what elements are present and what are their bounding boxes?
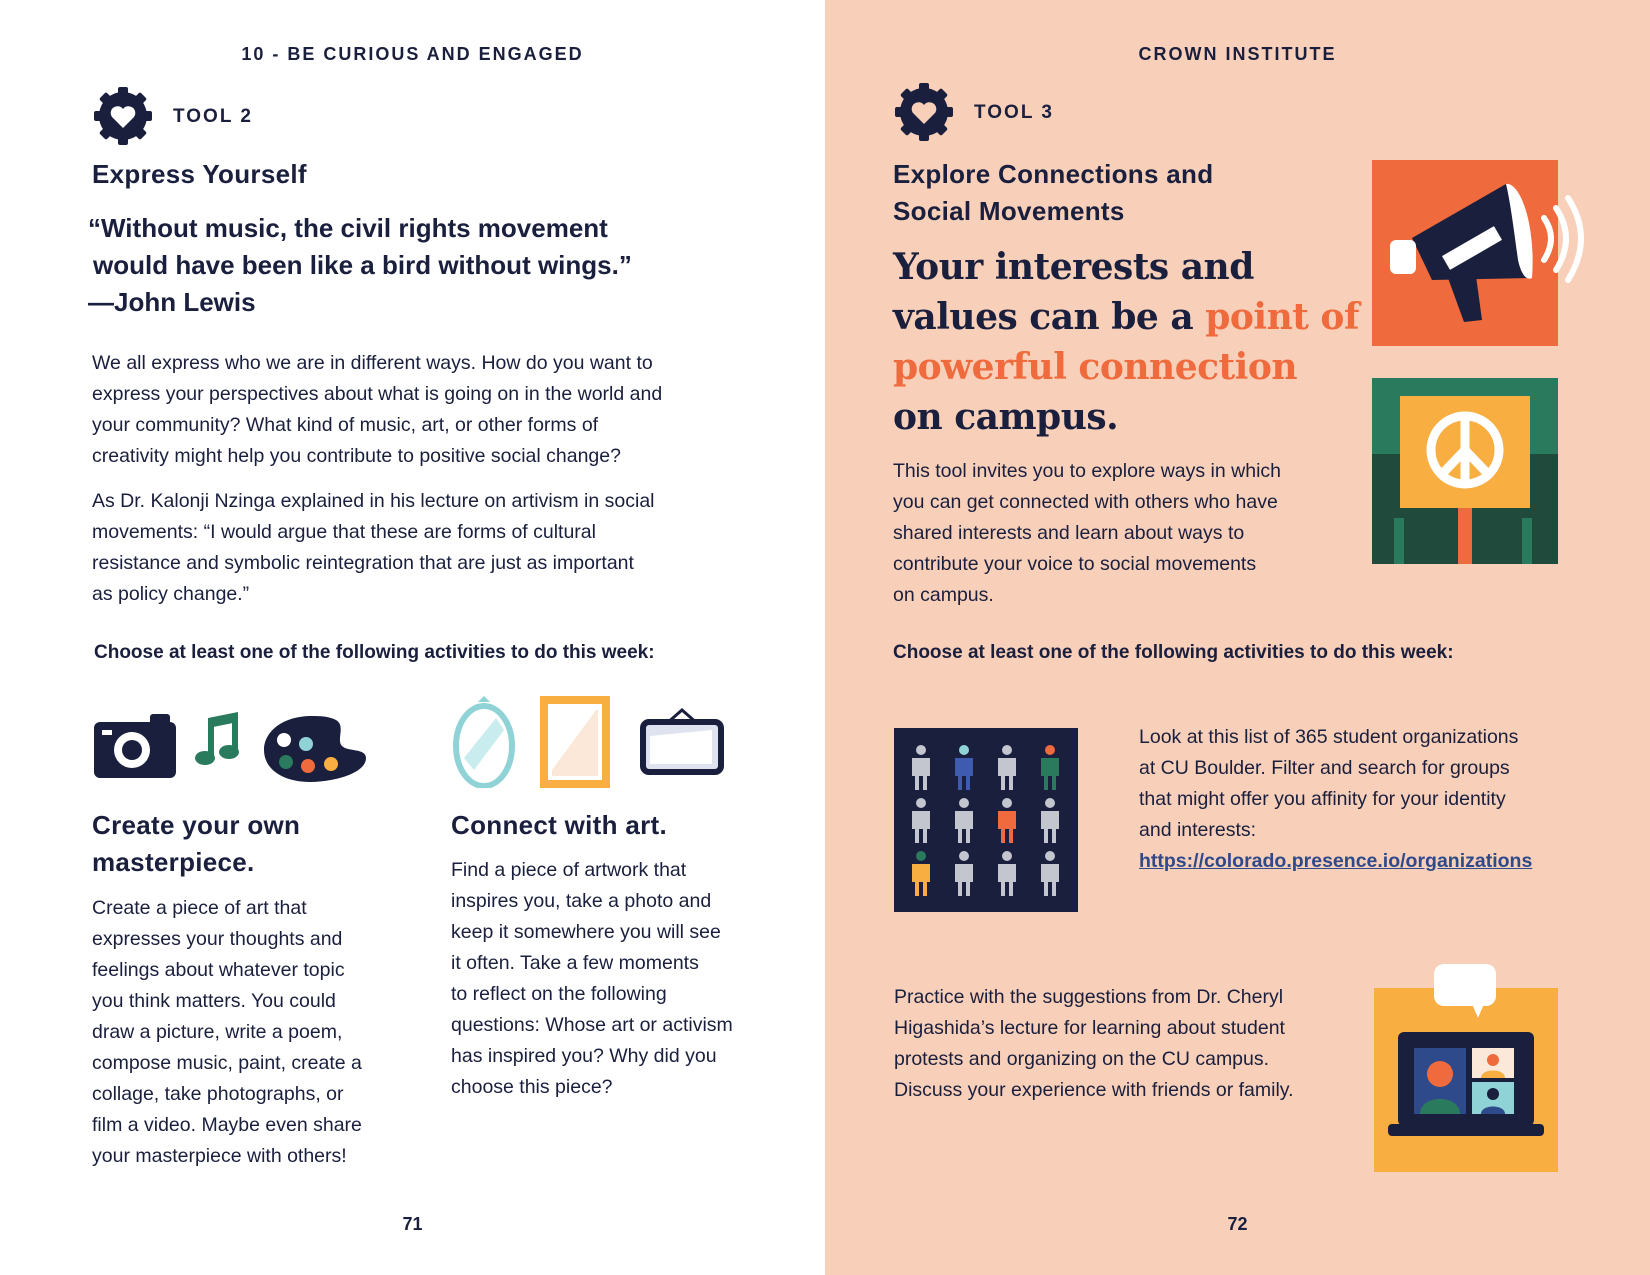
text-line: keep it somewhere you will see — [451, 921, 721, 943]
text-line: Look at this list of 365 student organizations — [1139, 726, 1519, 748]
text-line: compose music, paint, create a — [92, 1052, 362, 1074]
headline — [893, 242, 1359, 442]
text-line: choose this piece? — [451, 1076, 613, 1098]
activity-body — [894, 982, 1294, 1106]
page-number: 72 — [1227, 1214, 1248, 1234]
text-line: collage, take photographs, or — [92, 1083, 344, 1105]
activity-body — [451, 855, 733, 1103]
text-line: shared interests and learn about ways to — [893, 522, 1245, 544]
text-line: feelings about whatever topic — [92, 959, 345, 981]
quote-line: would have been like a bird without wings.” — [93, 250, 632, 280]
intro-paragraph — [893, 456, 1281, 611]
text-line: inspires you, take a photo and — [451, 890, 712, 912]
hanging-frame-icon — [640, 706, 724, 776]
quote-block — [88, 210, 632, 321]
text-line: has inspired you? Why did you — [451, 1045, 717, 1067]
text-line: As Dr. Kalonji Nzinga explained in his lecture on artivism in social — [92, 490, 655, 512]
person-head — [916, 798, 926, 808]
peace-sign-icon — [1372, 378, 1558, 564]
person-head — [1002, 798, 1012, 808]
video-call-laptop-icon — [1374, 964, 1558, 1172]
text-line: movements: “I would argue that these are forms of cultural — [92, 521, 596, 543]
text-line: Discuss your experience with friends or family. — [894, 1079, 1294, 1101]
headline-line: Your interests and — [893, 246, 1254, 288]
text-line: you think matters. You could — [92, 990, 336, 1012]
text-line: film a video. Maybe even share — [92, 1114, 362, 1136]
person-head — [1002, 851, 1012, 861]
text-line: as policy change.” — [92, 583, 250, 605]
paragraph — [92, 348, 662, 472]
activities-prompt: Choose at least one of the following activities to do this week: — [893, 642, 1454, 663]
text-line: contribute your voice to social movements — [893, 553, 1257, 575]
activity-title — [92, 807, 300, 881]
tool-label: TOOL 2 — [173, 106, 253, 127]
person-head — [916, 745, 926, 755]
headline-line: on campus. — [893, 396, 1119, 438]
headline-accent: point of — [1205, 296, 1359, 338]
music-note-icon — [194, 712, 244, 768]
person-head — [959, 851, 969, 861]
text-line: This tool invites you to explore ways in which — [893, 460, 1282, 482]
text-line: to reflect on the following — [451, 983, 667, 1005]
person-head — [1002, 745, 1012, 755]
camera-icon — [94, 710, 176, 780]
megaphone-icon — [1372, 160, 1592, 346]
text-line: expresses your thoughts and — [92, 928, 343, 950]
headline-accent: powerful connection — [893, 346, 1298, 388]
paint-palette-icon — [262, 714, 368, 784]
activity-title: Connect with art. — [451, 810, 667, 840]
paragraph — [92, 486, 655, 610]
text-line: your masterpiece with others! — [92, 1145, 347, 1167]
section-title-line: Explore Connections and — [893, 159, 1214, 189]
text-line: Find a piece of artwork that — [451, 859, 687, 881]
person-head — [959, 745, 969, 755]
text-line: your community? What kind of music, art, or other forms of — [92, 414, 599, 436]
person-head — [916, 851, 926, 861]
page-number: 71 — [402, 1214, 423, 1234]
text-line: draw a picture, write a poem, — [92, 1021, 343, 1043]
text-line: resistance and symbolic reintegration that are just as important — [92, 552, 634, 574]
text-line: We all express who we are in different ways. How do you want to — [92, 352, 653, 374]
text-line: that might offer you affinity for your identity — [1139, 788, 1506, 810]
person-head — [1045, 851, 1055, 861]
gear-heart-icon — [893, 81, 955, 143]
text-line: Higashida’s lecture for learning about student — [894, 1017, 1285, 1039]
activities-prompt: Choose at least one of the following activities to do this week: — [94, 642, 655, 663]
text-line: protests and organizing on the CU campus. — [894, 1048, 1270, 1070]
activity-body — [1139, 722, 1532, 877]
people-grid-icon — [894, 728, 1078, 912]
activity-body — [92, 893, 362, 1172]
section-title — [893, 156, 1213, 230]
text-line: and interests: — [1139, 819, 1257, 841]
text-line: at CU Boulder. Filter and search for groups — [1139, 757, 1510, 779]
organizations-link[interactable]: https://colorado.presence.io/organizations — [1139, 850, 1533, 872]
quote-line: “Without music, the civil rights movement — [88, 213, 608, 243]
text-line: express your perspectives about what is going on in the world and — [92, 383, 663, 405]
text-line: it often. Take a few moments — [451, 952, 699, 974]
person-head — [1045, 798, 1055, 808]
headline-text: values can be a — [893, 296, 1206, 338]
gear-heart-icon — [92, 85, 154, 147]
running-head: CROWN INSTITUTE — [1138, 44, 1337, 64]
section-title-line: Social Movements — [893, 196, 1125, 226]
person-head — [1045, 745, 1055, 755]
right-page — [825, 0, 1650, 1275]
running-head: 10 - BE CURIOUS AND ENGAGED — [241, 44, 584, 64]
text-line: Create a piece of art that — [92, 897, 307, 919]
person-head — [959, 798, 969, 808]
text-line: you can get connected with others who have — [893, 491, 1278, 513]
text-line: creativity might help you contribute to positive social change? — [92, 445, 621, 467]
picture-frame-icon — [540, 696, 610, 788]
quote-attribution: —John Lewis — [88, 287, 256, 317]
activity-title-line: Create your own — [92, 810, 301, 840]
text-line: Practice with the suggestions from Dr. Cheryl — [894, 986, 1284, 1008]
section-title: Express Yourself — [92, 159, 307, 189]
oval-mirror-icon — [452, 696, 516, 788]
text-line: questions: Whose art or activism — [451, 1014, 733, 1036]
activity-title-line: masterpiece. — [92, 847, 255, 877]
headline-line — [893, 292, 1359, 342]
text-line: on campus. — [893, 584, 994, 606]
tool-label: TOOL 3 — [974, 102, 1054, 123]
